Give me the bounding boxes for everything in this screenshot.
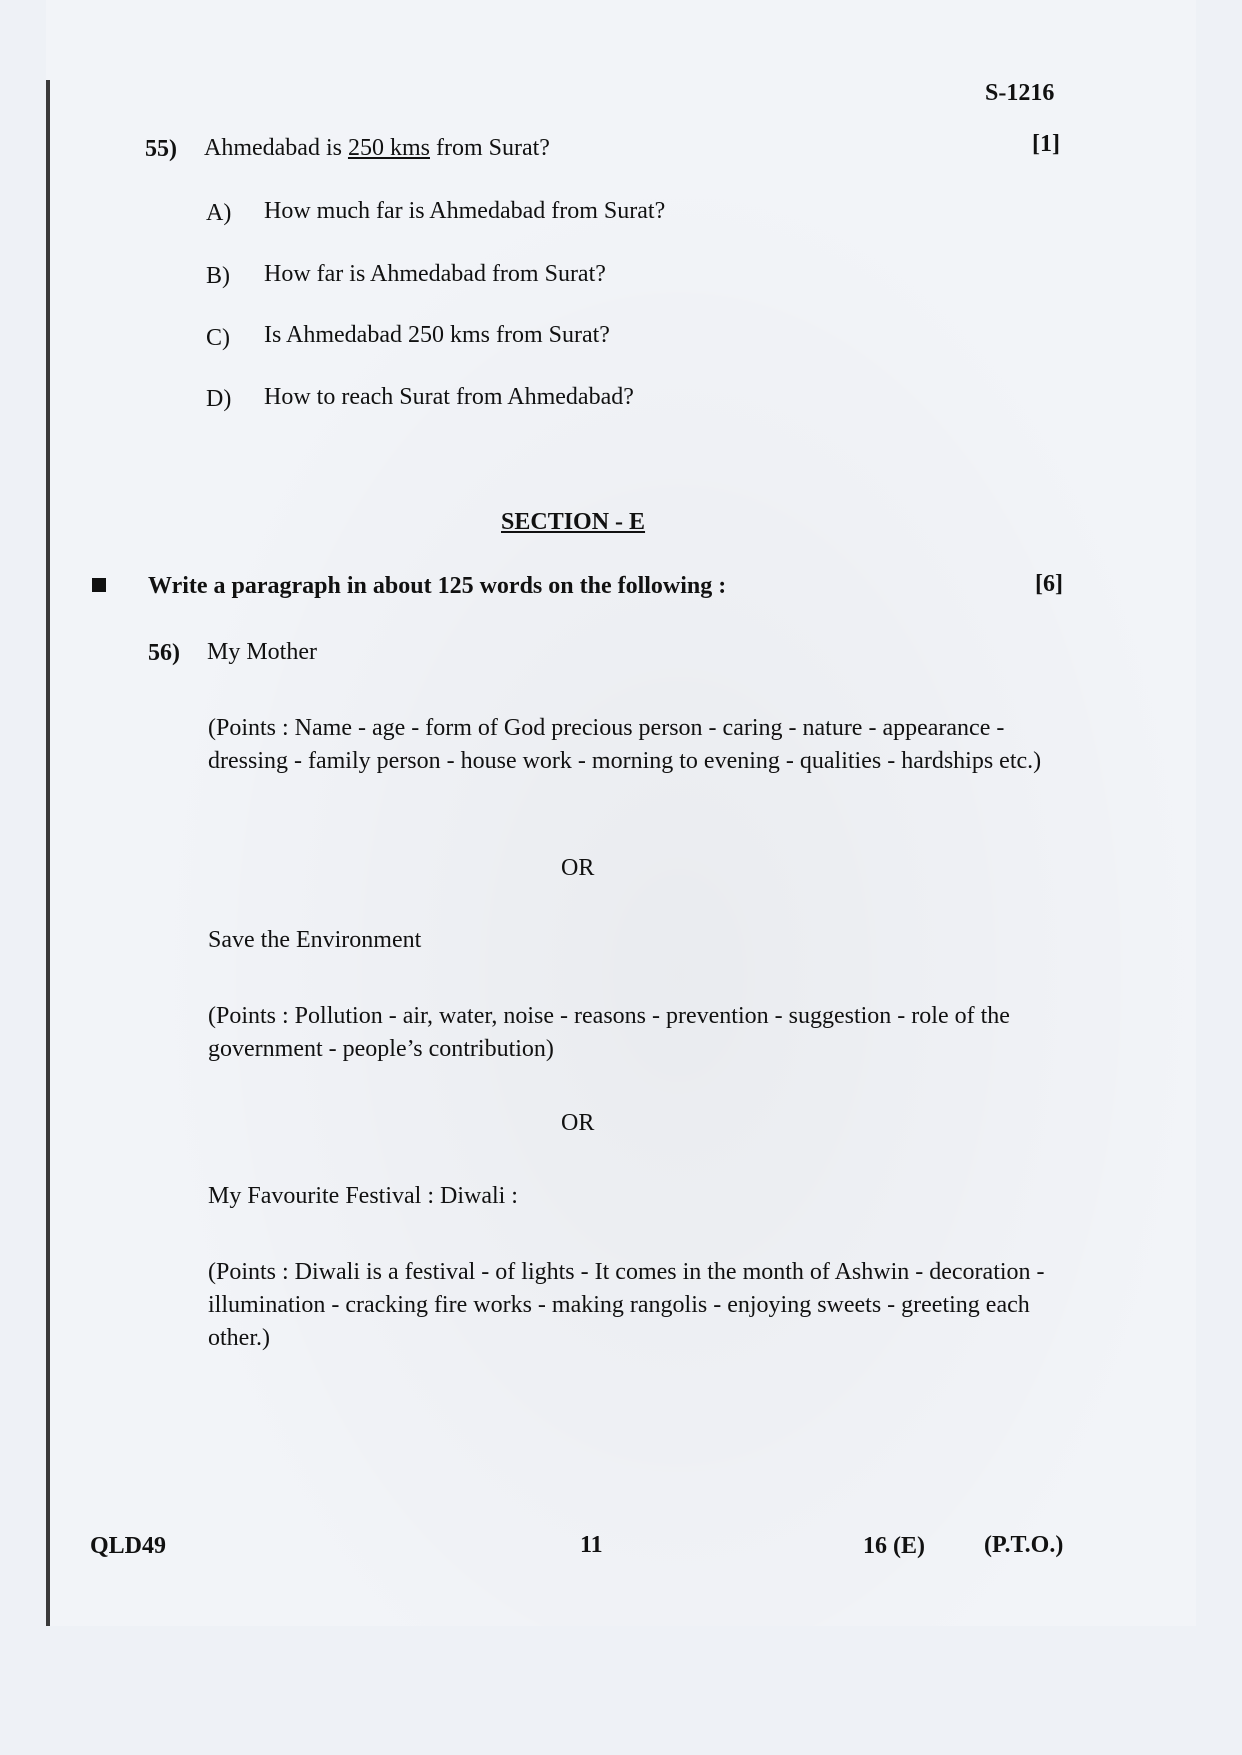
or-separator-2: OR bbox=[561, 1110, 595, 1136]
q55-option-c-text: Is Ahmedabad 250 kms from Surat? bbox=[264, 322, 610, 348]
section-instruction: Write a paragraph in about 125 words on the following : bbox=[148, 573, 727, 599]
q55-text-before: Ahmedabad is bbox=[204, 135, 348, 161]
topic-points-2: (Points : Pollution - air, water, noise - reasons - prevention - suggestion - role of the government - people’s contribution) bbox=[208, 1003, 1010, 1062]
topic-title-2: Save the Environment bbox=[208, 927, 422, 953]
q55-option-d-text: How to reach Surat from Ahmedabad? bbox=[264, 384, 634, 410]
topic-points-1: (Points : Name - age - form of God precious person - caring - nature - appearance - dressing - family person - house work - morning to evening - qualities - hardships etc.) bbox=[208, 715, 1042, 774]
q55-option-b-text: How far is Ahmedabad from Surat? bbox=[264, 261, 606, 287]
topic-title-1: My Mother bbox=[207, 639, 317, 665]
section-marks: [6] bbox=[1035, 571, 1063, 597]
q55-underlined-text: 250 kms bbox=[347, 135, 430, 161]
q55-marks: [1] bbox=[1032, 131, 1060, 157]
q55-option-c-letter: C) bbox=[206, 325, 230, 351]
topic-points-3: (Points : Diwali is a festival - of lights - It comes in the month of Ashwin - decoration - illumination - cracking fire works - making rangolis - enjoying sweets - greeting each other.) bbox=[208, 1259, 1045, 1351]
q55-text bbox=[204, 135, 550, 162]
paper-code: S-1216 bbox=[985, 80, 1055, 106]
q55-option-a-text: How much far is Ahmedabad from Surat? bbox=[264, 198, 666, 224]
or-separator-1: OR bbox=[561, 855, 595, 881]
footer-code: QLD49 bbox=[90, 1533, 167, 1559]
q56-number: 56) bbox=[148, 640, 180, 666]
q55-option-d-letter: D) bbox=[206, 386, 232, 412]
q55-text-after: from Surat? bbox=[429, 135, 550, 161]
pto-label: (P.T.O.) bbox=[984, 1532, 1064, 1558]
section-title: SECTION - E bbox=[501, 509, 646, 535]
paper-version: 16 (E) bbox=[863, 1533, 925, 1559]
q55-option-b-letter: B) bbox=[206, 263, 230, 289]
exam-page bbox=[46, 0, 1196, 1626]
q55-number: 55) bbox=[145, 136, 177, 162]
bullet-square bbox=[92, 578, 106, 592]
q55-option-a-letter: A) bbox=[206, 200, 232, 226]
page-edge bbox=[46, 80, 50, 1626]
topic-title-3: My Favourite Festival : Diwali : bbox=[208, 1183, 518, 1209]
page-number: 11 bbox=[580, 1532, 603, 1558]
